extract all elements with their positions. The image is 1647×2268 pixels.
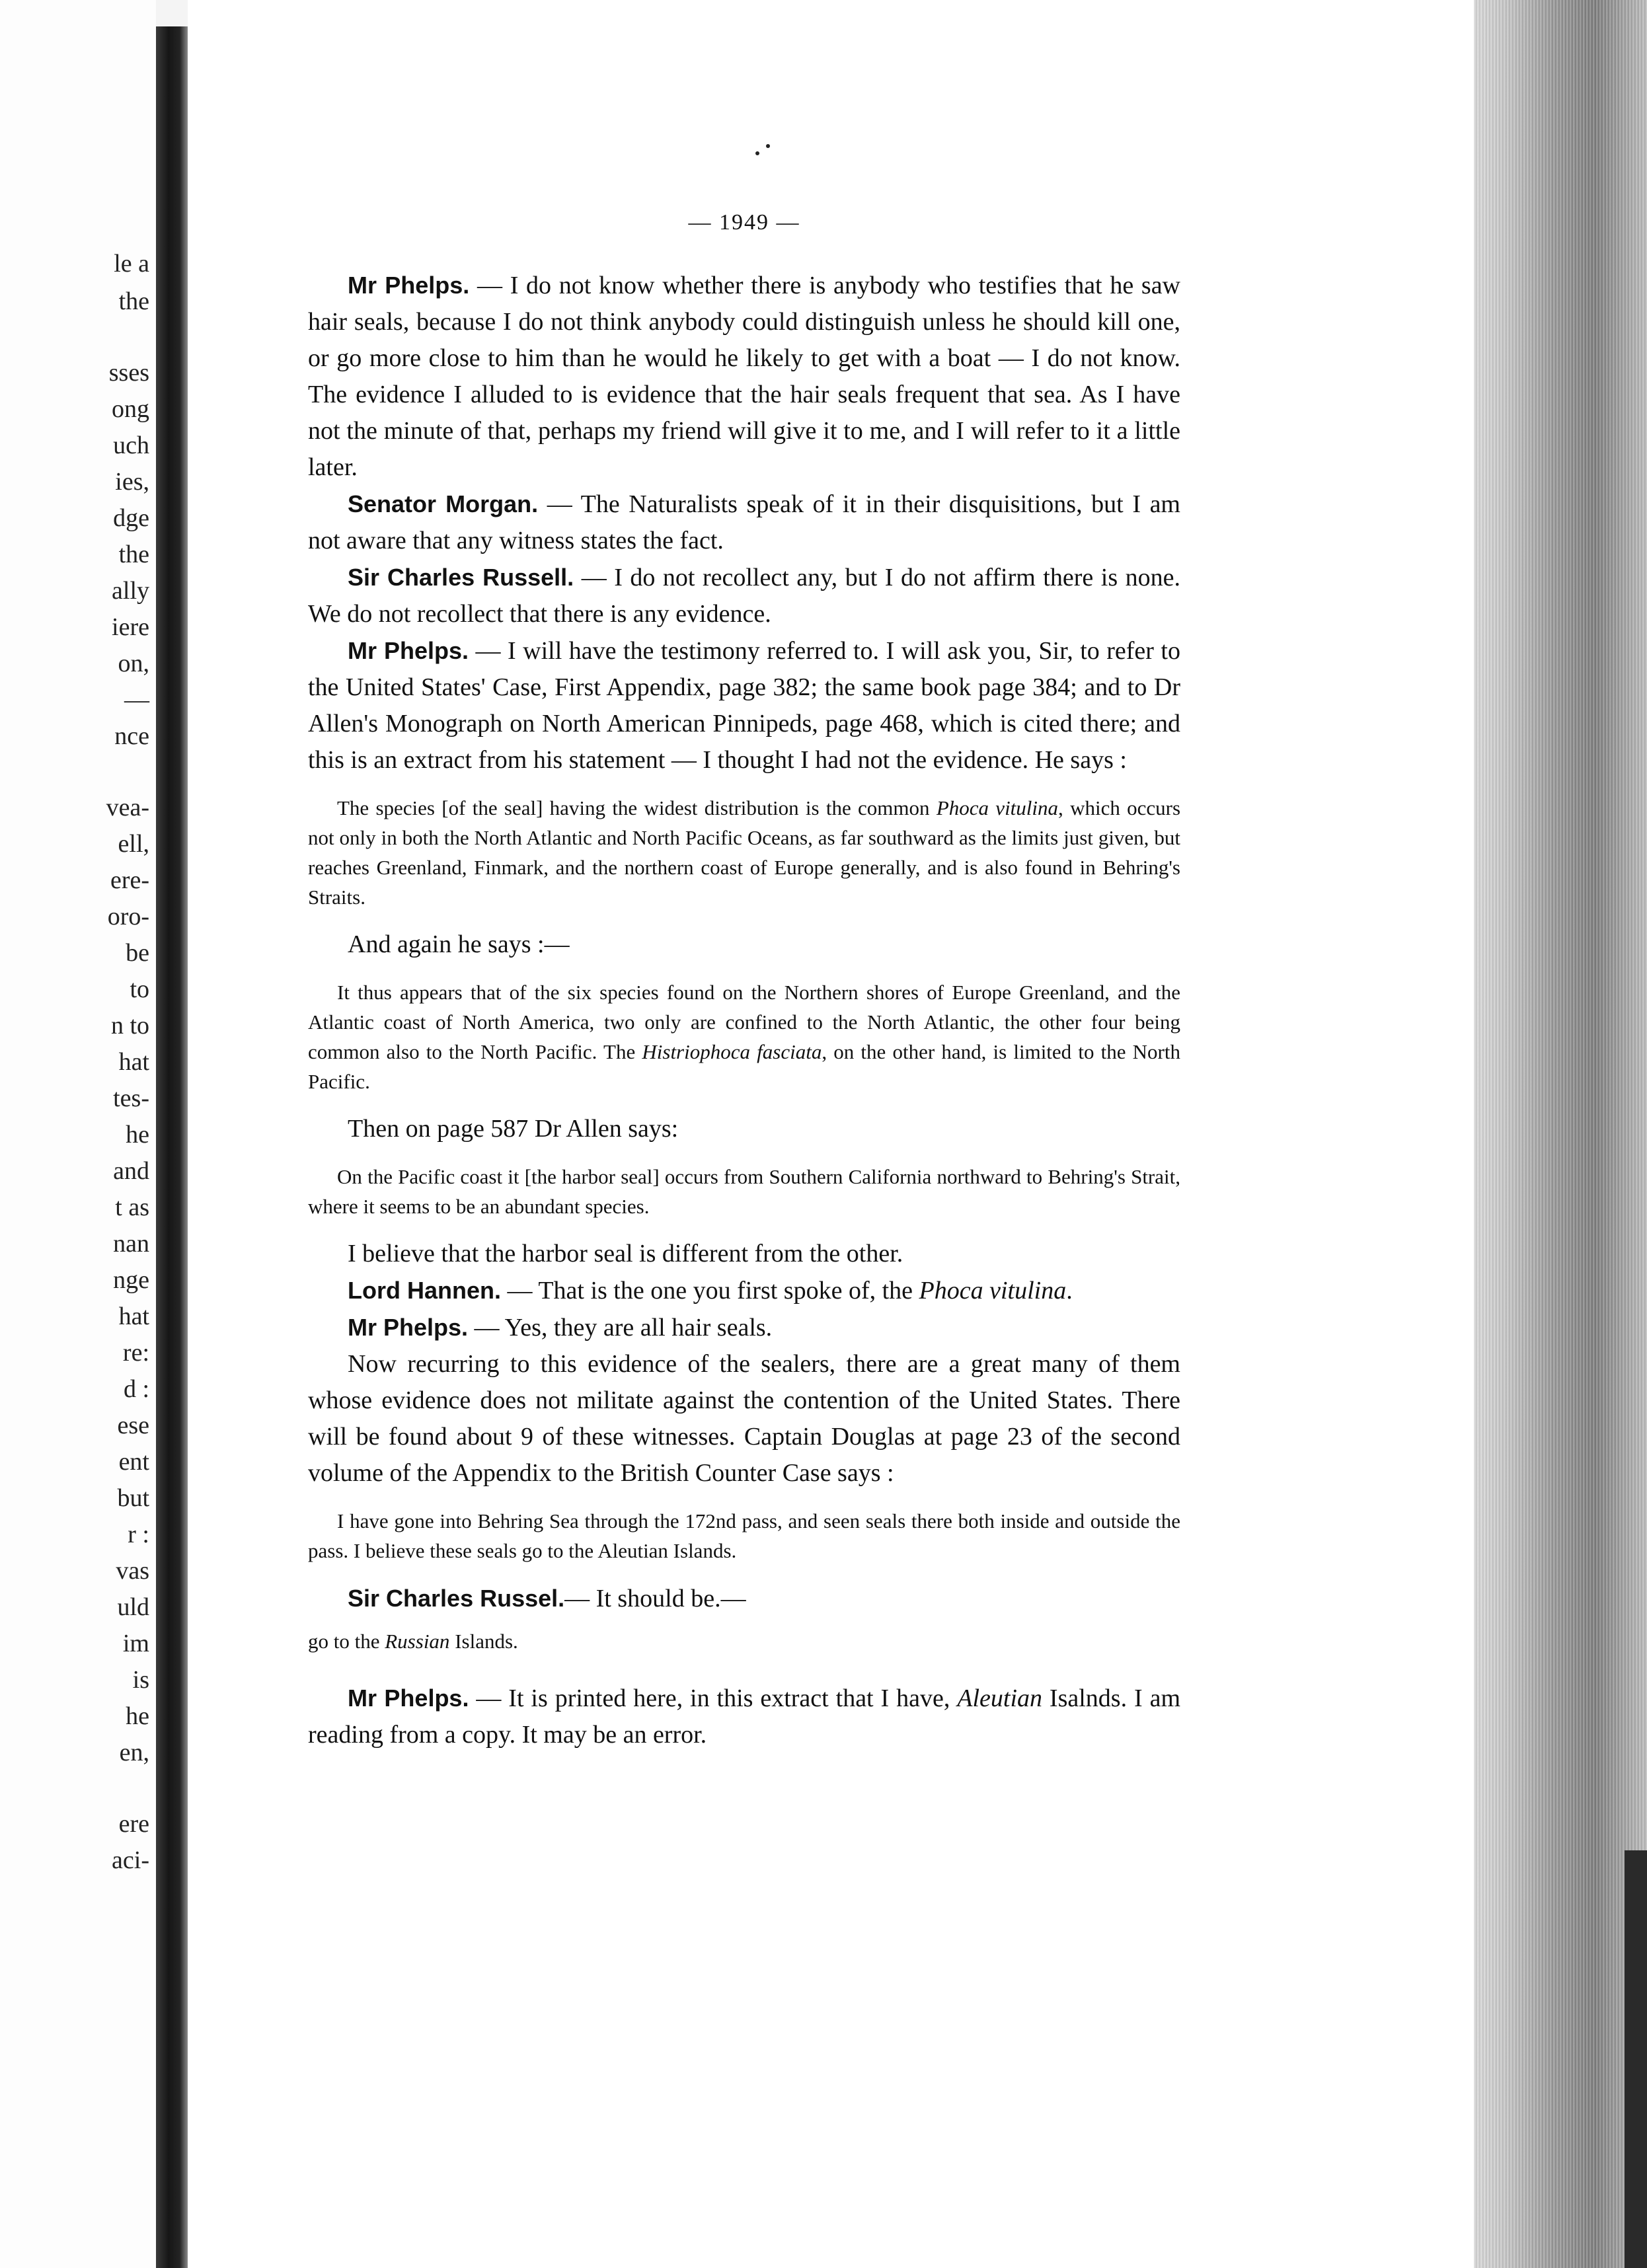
left-page-fragment: vea-: [106, 794, 149, 821]
paragraph-page-587: [308, 1111, 1180, 1147]
quote-text: , which occurs not only in both the North Atlantic and North Pacific Oceans, as far southward as the limits just given, but reaches Greenland, Finmark, and the northern coast of Europe generally, and is also found in Behring's Straits.: [308, 796, 1181, 909]
speaker-name: Mr Phelps.: [348, 1314, 469, 1341]
left-page-fragment: dge: [113, 504, 149, 532]
left-page-fragment: en,: [119, 1739, 149, 1766]
paragraph-text: Then on page 587 Dr Allen says:: [348, 1115, 679, 1143]
left-page-fragment: to: [130, 975, 149, 1003]
left-page-fragment: he: [126, 1121, 149, 1149]
left-page-fragment: ell,: [118, 830, 149, 858]
paragraph-and-again: [308, 926, 1180, 963]
speaker-name: Mr Phelps.: [348, 272, 470, 299]
paragraph-italic: Aleutian: [957, 1684, 1043, 1712]
speaker-name: Lord Hannen.: [348, 1277, 501, 1304]
paragraph-harbor-seal: [308, 1236, 1180, 1272]
left-page-fragment: the: [118, 287, 149, 315]
left-page-fragment: iere: [112, 613, 149, 641]
book-gutter: [156, 0, 188, 2268]
left-page-fragment: —: [124, 686, 149, 714]
left-page-fragment: ere: [118, 1810, 149, 1838]
left-page-fragment: aci-: [112, 1846, 149, 1874]
left-page-fragment: but: [117, 1484, 149, 1512]
quote-text: , on the other hand, is limited to the North Pacific.: [308, 1040, 1180, 1093]
page-edge-lines: [1474, 0, 1647, 2268]
paragraph-hannen: [308, 1272, 1180, 1309]
paragraph-phelps-3: [308, 1309, 1180, 1346]
page-content: [308, 210, 1180, 1753]
left-page-fragment: ong: [112, 395, 149, 423]
speaker-name: Sir Charles Russel.: [348, 1585, 565, 1612]
quote-italic: Phoca vitulina: [936, 796, 1059, 819]
paragraph-text: — It should be.—: [564, 1585, 746, 1612]
quote-fragment: [308, 1626, 1180, 1656]
block-quote-4: [308, 1506, 1180, 1566]
paragraph-text: I believe that the harbor seal is different from the other.: [348, 1240, 903, 1267]
left-page-fragment: he: [126, 1702, 149, 1730]
page-edge-shadow: [1625, 1850, 1647, 2268]
paragraph-text: Isalnds. I am reading from a copy. It may be an error.: [308, 1684, 1180, 1749]
page-number: — 1949 —: [688, 210, 800, 235]
block-quote-2: [308, 977, 1180, 1096]
paragraph-text: Now recurring to this evidence of the sealers, there are a great many of them whose evidence does not militate against the contention of the United States. There will be found about 9 of these witnesses. Captain Douglas at page 23 of the second volume of the Appendix to the British Counter Case says :: [308, 1350, 1180, 1487]
left-page-fragment: t as: [115, 1193, 149, 1221]
left-page-fragment: is: [132, 1666, 149, 1694]
left-page-fragment: im: [122, 1630, 149, 1657]
paragraph-sealers: [308, 1346, 1180, 1492]
paragraph-phelps-4: [308, 1680, 1180, 1753]
speaker-name: Mr Phelps.: [348, 1684, 469, 1712]
left-page-fragment: sses: [108, 359, 149, 387]
left-page-fragment: uch: [113, 432, 149, 459]
left-page-fragment: le a: [114, 250, 149, 278]
block-quote-3: [308, 1162, 1180, 1221]
left-page-fragment: oro-: [107, 903, 149, 930]
left-page-fragment: uld: [117, 1593, 149, 1621]
left-page-fragment: ies,: [115, 468, 149, 496]
left-page-fragment: tes-: [113, 1084, 149, 1112]
paragraph-text: — It is printed here, in this extract that I have,: [469, 1684, 958, 1712]
quote-text: The species [of the seal] having the widest distribution is the common: [337, 796, 937, 819]
left-page-fragment: ere-: [110, 866, 149, 894]
paragraph-text: And again he says :—: [348, 930, 570, 958]
paragraph-text: — The Naturalists speak of it in their disquisitions, but I am not aware that any witness states the fact.: [308, 490, 1180, 554]
left-page-fragment: nce: [114, 722, 149, 750]
left-page-fragment: on,: [118, 650, 149, 677]
quote-italic: Russian: [385, 1630, 450, 1653]
paragraph-text: — I will have the testimony referred to. I will ask you, Sir, to refer to the United States' Case, First Appendix, page 382; the same book page 384; and to Dr Allen's Monograph on North American Pinnipeds, page 468, which is cited there; and this is an extract from his statement — I thought I had not the evidence. He says :: [308, 637, 1180, 774]
left-page-fragment: nan: [113, 1230, 149, 1258]
quote-text: I have gone into Behring Sea through the 172nd pass, and seen seals there both inside and outside the pass. I believe these seals go to the Aleutian Islands.: [308, 1509, 1180, 1562]
paragraph-text: — Yes, they are all hair seals.: [468, 1314, 773, 1342]
speaker-name: Mr Phelps.: [348, 637, 469, 664]
paragraph-morgan: [308, 486, 1180, 559]
left-page-fragment: n to: [110, 1012, 149, 1040]
paragraph-text: — That is the one you first spoke of, the: [501, 1277, 919, 1304]
left-page-fragment: r :: [128, 1521, 149, 1548]
left-page-fragment: vas: [116, 1557, 149, 1585]
left-page-fragment: d :: [123, 1375, 149, 1403]
left-page-fragment: re:: [122, 1339, 149, 1367]
paragraph-phelps-1: [308, 267, 1180, 486]
left-page-fragment: be: [126, 939, 149, 967]
left-page-fragment: the: [118, 541, 149, 568]
paragraph-text: — I do not know whether there is anybody who testifies that he saw hair seals, because I do not think anybody could distinguish unless he should kill one, or go more close to him than he would he likely to get with a boat — I do not know. The evidence I alluded to is evidence that the hair seals frequent that sea. As I have not the minute of that, perhaps my friend will give it to me, and I will refer to it a little later.: [308, 272, 1181, 481]
paragraph-russell-1: [308, 559, 1180, 632]
left-page-fragment: ally: [112, 577, 149, 605]
paragraph-text: — I do not recollect any, but I do not affirm there is none. We do not recollect that there is any evidence.: [308, 564, 1180, 628]
quote-text: It thus appears that of the six species found on the Northern shores of Europe Greenland, and the Atlantic coast of North America, two only are confined to the North Atlantic, the other four being common also to the North Pacific. The: [308, 981, 1180, 1063]
paragraph-russel-2: [308, 1580, 1180, 1617]
paragraph-text: .: [1066, 1277, 1073, 1304]
left-facing-page: [0, 0, 156, 2268]
speaker-name: Sir Charles Russell.: [348, 564, 574, 591]
speaker-name: Senator Morgan.: [348, 490, 539, 517]
left-page-fragment: hat: [118, 1303, 149, 1330]
left-page-fragment: hat: [118, 1048, 149, 1076]
quote-italic: Histriophoca fasciata: [642, 1040, 822, 1063]
paragraph-phelps-2: [308, 632, 1180, 778]
left-page-fragment: ent: [118, 1448, 149, 1476]
gutter-top-highlight: [156, 0, 188, 26]
quote-text: On the Pacific coast it [the harbor seal] occurs from Southern California northward to Behring's Strait, where it seems to be an abundant species.: [308, 1165, 1180, 1218]
left-page-fragment: and: [113, 1157, 149, 1185]
ink-specks: [753, 140, 773, 160]
paragraph-italic: Phoca vitulina: [919, 1277, 1067, 1304]
quote-text: go to the: [308, 1630, 385, 1653]
left-page-fragment: nge: [113, 1266, 149, 1294]
block-quote-1: [308, 793, 1180, 912]
quote-text: Islands.: [449, 1630, 518, 1653]
left-page-fragment: ese: [117, 1412, 149, 1439]
